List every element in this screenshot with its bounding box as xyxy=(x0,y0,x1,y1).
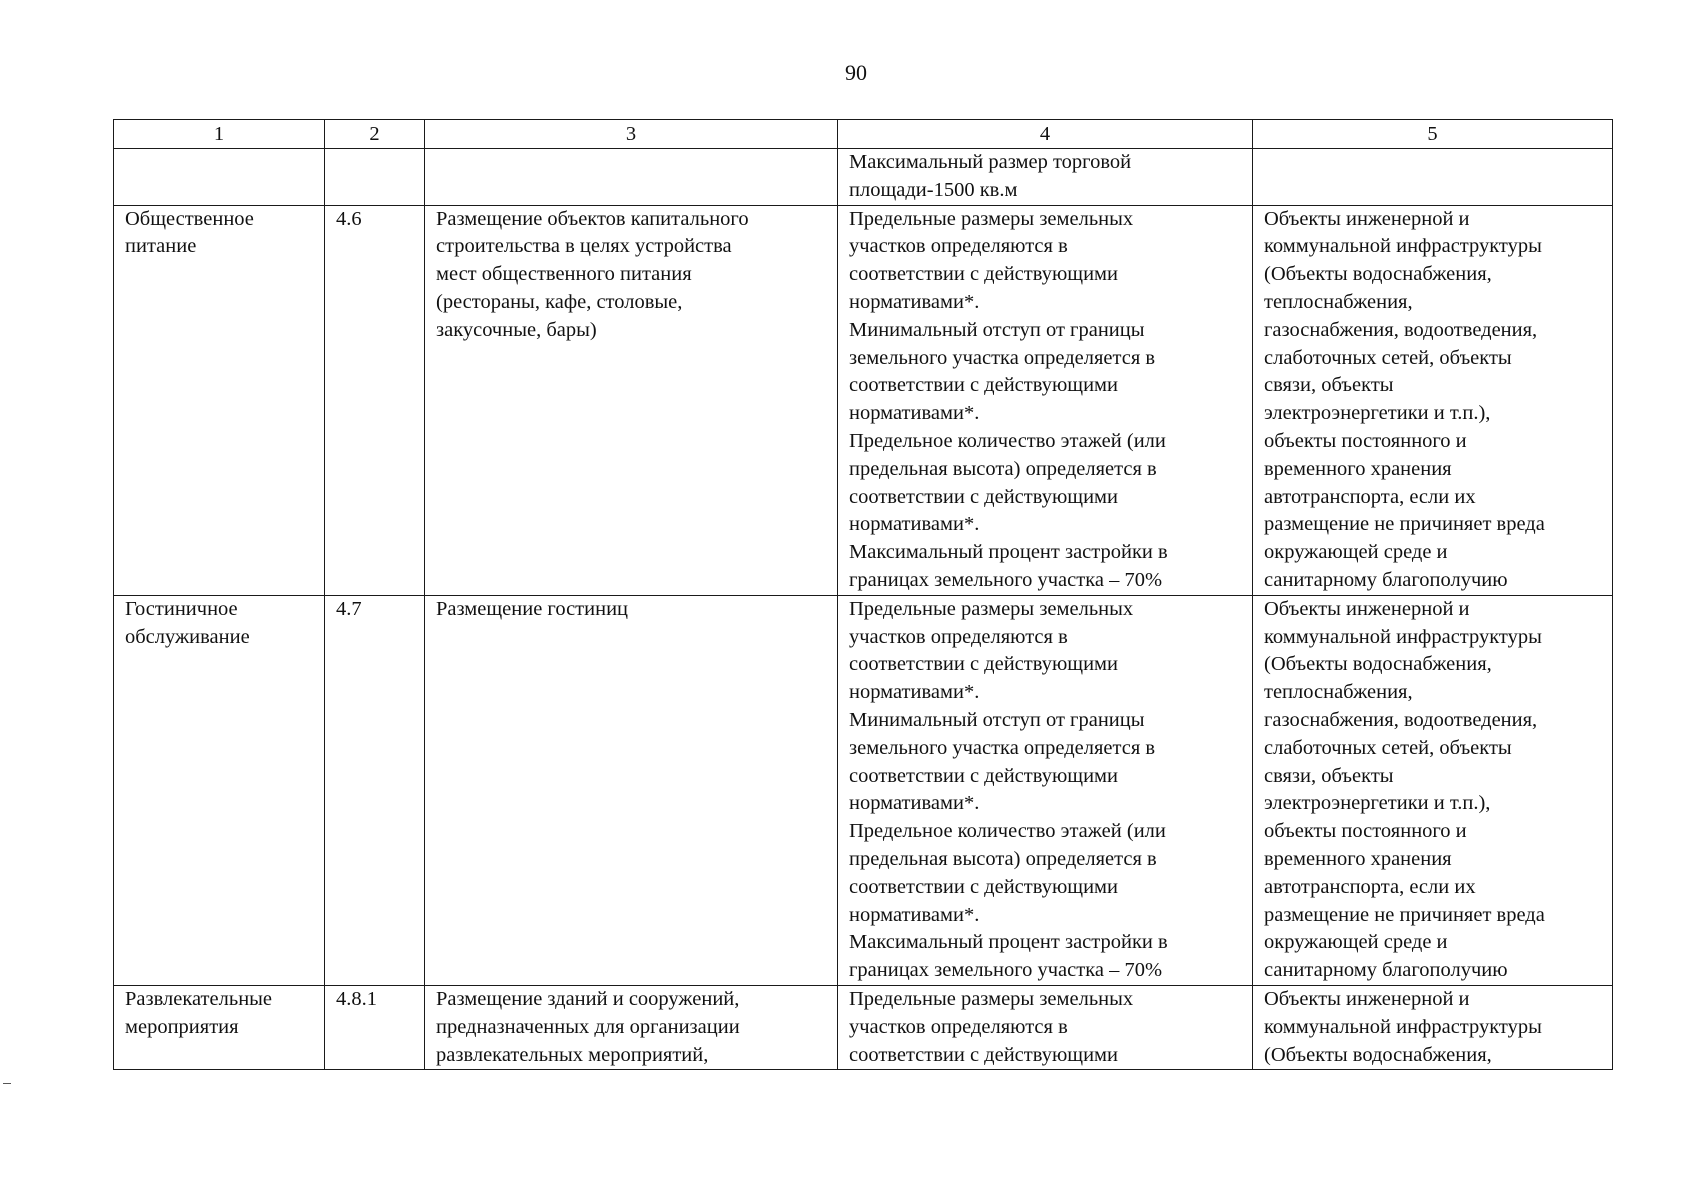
cell-text-line: границах земельного участка – 70% xyxy=(849,959,1163,982)
cell-text-line: питание xyxy=(125,235,197,258)
cell-text-line: электроэнергетики и т.п.), xyxy=(1264,402,1491,425)
cell-text-line: объекты постоянного и xyxy=(1264,429,1467,452)
auxiliary-uses-cell xyxy=(1253,595,1613,985)
cell-text-line: автотранспорта, если их xyxy=(1264,485,1476,508)
use-name-cell xyxy=(114,205,325,595)
use-code-cell xyxy=(325,985,425,1069)
cell-text-line: земельного участка определяется в xyxy=(849,346,1156,369)
use-code-cell xyxy=(325,205,425,595)
cell-text-line: Максимальный размер торговой xyxy=(849,151,1132,173)
use-description-cell xyxy=(425,149,838,206)
cell-text-line: (Объекты водоснабжения, xyxy=(1264,263,1492,286)
cell-text-line: окружающей среде и xyxy=(1264,541,1448,564)
cell-text-line: мероприятия xyxy=(125,1015,239,1038)
cell-text-line: закусочные, бары) xyxy=(436,318,597,341)
column-number-1: 1 xyxy=(114,120,325,149)
cell-text-line: (рестораны, кафе, столовые, xyxy=(436,290,683,313)
cell-text-line: связи, объекты xyxy=(1264,764,1394,787)
cell-text-line: предназначенных для организации xyxy=(436,1015,740,1038)
cell-text-line: газоснабжения, водоотведения, xyxy=(1264,318,1538,341)
cell-text-line: слаботочных сетей, объекты xyxy=(1264,736,1512,759)
cell-text-line: соответствии с действующими xyxy=(849,485,1118,508)
cell-text-line: 4.8.1 xyxy=(336,987,377,1010)
cell-text-line: 4.7 xyxy=(336,597,362,620)
cell-text-line: Размещение объектов капитального xyxy=(436,207,749,230)
use-name-cell xyxy=(114,985,325,1069)
auxiliary-uses-cell xyxy=(1253,205,1613,595)
cell-text-line: Предельные размеры земельных xyxy=(849,597,1134,620)
cell-text-line: Общественное xyxy=(125,207,254,230)
use-name-cell xyxy=(114,149,325,206)
table-row xyxy=(114,149,1613,206)
cell-text-line: размещение не причиняет вреда xyxy=(1264,513,1545,536)
cell-text-line: нормативами*. xyxy=(849,681,980,704)
cell-text-line: соответствии с действующими xyxy=(849,653,1118,676)
column-number-2: 2 xyxy=(325,120,425,149)
column-number-5: 5 xyxy=(1253,120,1613,149)
parameters-cell xyxy=(838,985,1253,1069)
parameters-cell xyxy=(838,595,1253,985)
table-body xyxy=(114,149,1613,1070)
cell-text-line: автотранспорта, если их xyxy=(1264,875,1476,898)
cell-text-line: развлекательных мероприятий, xyxy=(436,1043,709,1066)
cell-text-line: коммунальной инфраструктуры xyxy=(1264,235,1542,258)
use-description-cell xyxy=(425,985,838,1069)
cell-text-line: Объекты инженерной и xyxy=(1264,987,1470,1010)
cell-text-line: Предельное количество этажей (или xyxy=(849,429,1166,452)
use-description-cell xyxy=(425,205,838,595)
cell-text-line: (Объекты водоснабжения, xyxy=(1264,653,1492,676)
cell-text-line: нормативами*. xyxy=(849,402,980,425)
cell-text-line: санитарному благополучию xyxy=(1264,568,1508,591)
cell-text-line: нормативами*. xyxy=(849,290,980,313)
cell-text-line: строительства в целях устройства xyxy=(436,235,732,258)
column-number-4: 4 xyxy=(838,120,1253,149)
cell-text-line: 4.6 xyxy=(336,207,362,230)
cell-text-line: соответствии с действующими xyxy=(849,875,1118,898)
use-code-cell xyxy=(325,149,425,206)
cell-text-line: Максимальный процент застройки в xyxy=(849,541,1168,564)
cell-text-line: Гостиничное xyxy=(125,597,238,620)
cell-text-line: мест общественного питания xyxy=(436,263,692,286)
cell-text-line: объекты постоянного и xyxy=(1264,820,1467,843)
cell-text-line: размещение не причиняет вреда xyxy=(1264,903,1545,926)
cell-text-line: соответствии с действующими xyxy=(849,1043,1118,1066)
auxiliary-uses-cell xyxy=(1253,985,1613,1069)
cell-text-line: связи, объекты xyxy=(1264,374,1394,397)
cell-text-line: нормативами*. xyxy=(849,903,980,926)
cell-text-line: обслуживание xyxy=(125,625,250,648)
table-row xyxy=(114,985,1613,1069)
cell-text-line: слаботочных сетей, объекты xyxy=(1264,346,1512,369)
cell-text-line: Размещение гостиниц xyxy=(436,597,629,620)
cell-text-line: коммунальной инфраструктуры xyxy=(1264,625,1542,648)
cell-text-line: Размещение зданий и сооружений, xyxy=(436,987,740,1010)
cell-text-line: предельная высота) определяется в xyxy=(849,457,1157,480)
cell-text-line: соответствии с действующими xyxy=(849,263,1118,286)
page-number: 90 xyxy=(845,60,867,85)
use-description-cell xyxy=(425,595,838,985)
cell-text-line: окружающей среде и xyxy=(1264,931,1448,954)
use-code-cell xyxy=(325,595,425,985)
cell-text-line: временного хранения xyxy=(1264,457,1452,480)
cell-text-line: коммунальной инфраструктуры xyxy=(1264,1015,1542,1038)
cell-text-line: Предельные размеры земельных xyxy=(849,207,1134,230)
cell-text-line: газоснабжения, водоотведения, xyxy=(1264,708,1538,731)
cell-text-line: Минимальный отступ от границы xyxy=(849,318,1145,341)
cell-text-line: соответствии с действующими xyxy=(849,374,1118,397)
use-name-cell xyxy=(114,595,325,985)
table-row xyxy=(114,595,1613,985)
cell-text-line: Максимальный процент застройки в xyxy=(849,931,1168,954)
cell-text-line: участков определяются в xyxy=(849,625,1068,648)
cell-text-line: санитарному благополучию xyxy=(1264,959,1508,982)
table-row xyxy=(114,205,1613,595)
land-use-table xyxy=(113,119,1613,1070)
auxiliary-uses-cell xyxy=(1253,149,1613,206)
cell-text-line: временного хранения xyxy=(1264,847,1452,870)
cell-text-line: Минимальный отступ от границы xyxy=(849,708,1145,731)
cell-text-line: электроэнергетики и т.п.), xyxy=(1264,792,1491,815)
cell-text-line: земельного участка определяется в xyxy=(849,736,1156,759)
cell-text-line: (Объекты водоснабжения, xyxy=(1264,1043,1492,1066)
cell-text-line: нормативами*. xyxy=(849,513,980,536)
cell-text-line: теплоснабжения, xyxy=(1264,681,1413,704)
cell-text-line: предельная высота) определяется в xyxy=(849,847,1157,870)
cell-text-line: Предельное количество этажей (или xyxy=(849,820,1166,843)
cell-text-line: участков определяются в xyxy=(849,1015,1068,1038)
parameters-cell xyxy=(838,205,1253,595)
cell-text-line: участков определяются в xyxy=(849,235,1068,258)
column-number-row xyxy=(114,120,1613,149)
scan-edge-mark xyxy=(3,1083,11,1084)
cell-text-line: Развлекательные xyxy=(125,987,273,1010)
parameters-cell xyxy=(838,149,1253,206)
cell-text-line: Предельные размеры земельных xyxy=(849,987,1134,1010)
cell-text-line: соответствии с действующими xyxy=(849,764,1118,787)
cell-text-line: теплоснабжения, xyxy=(1264,290,1413,313)
column-number-3: 3 xyxy=(425,120,838,149)
cell-text-line: Объекты инженерной и xyxy=(1264,597,1470,620)
cell-text-line: границах земельного участка – 70% xyxy=(849,568,1163,591)
cell-text-line: Объекты инженерной и xyxy=(1264,207,1470,230)
cell-text-line: нормативами*. xyxy=(849,792,980,815)
cell-text-line: площади-1500 кв.м xyxy=(849,178,1018,201)
